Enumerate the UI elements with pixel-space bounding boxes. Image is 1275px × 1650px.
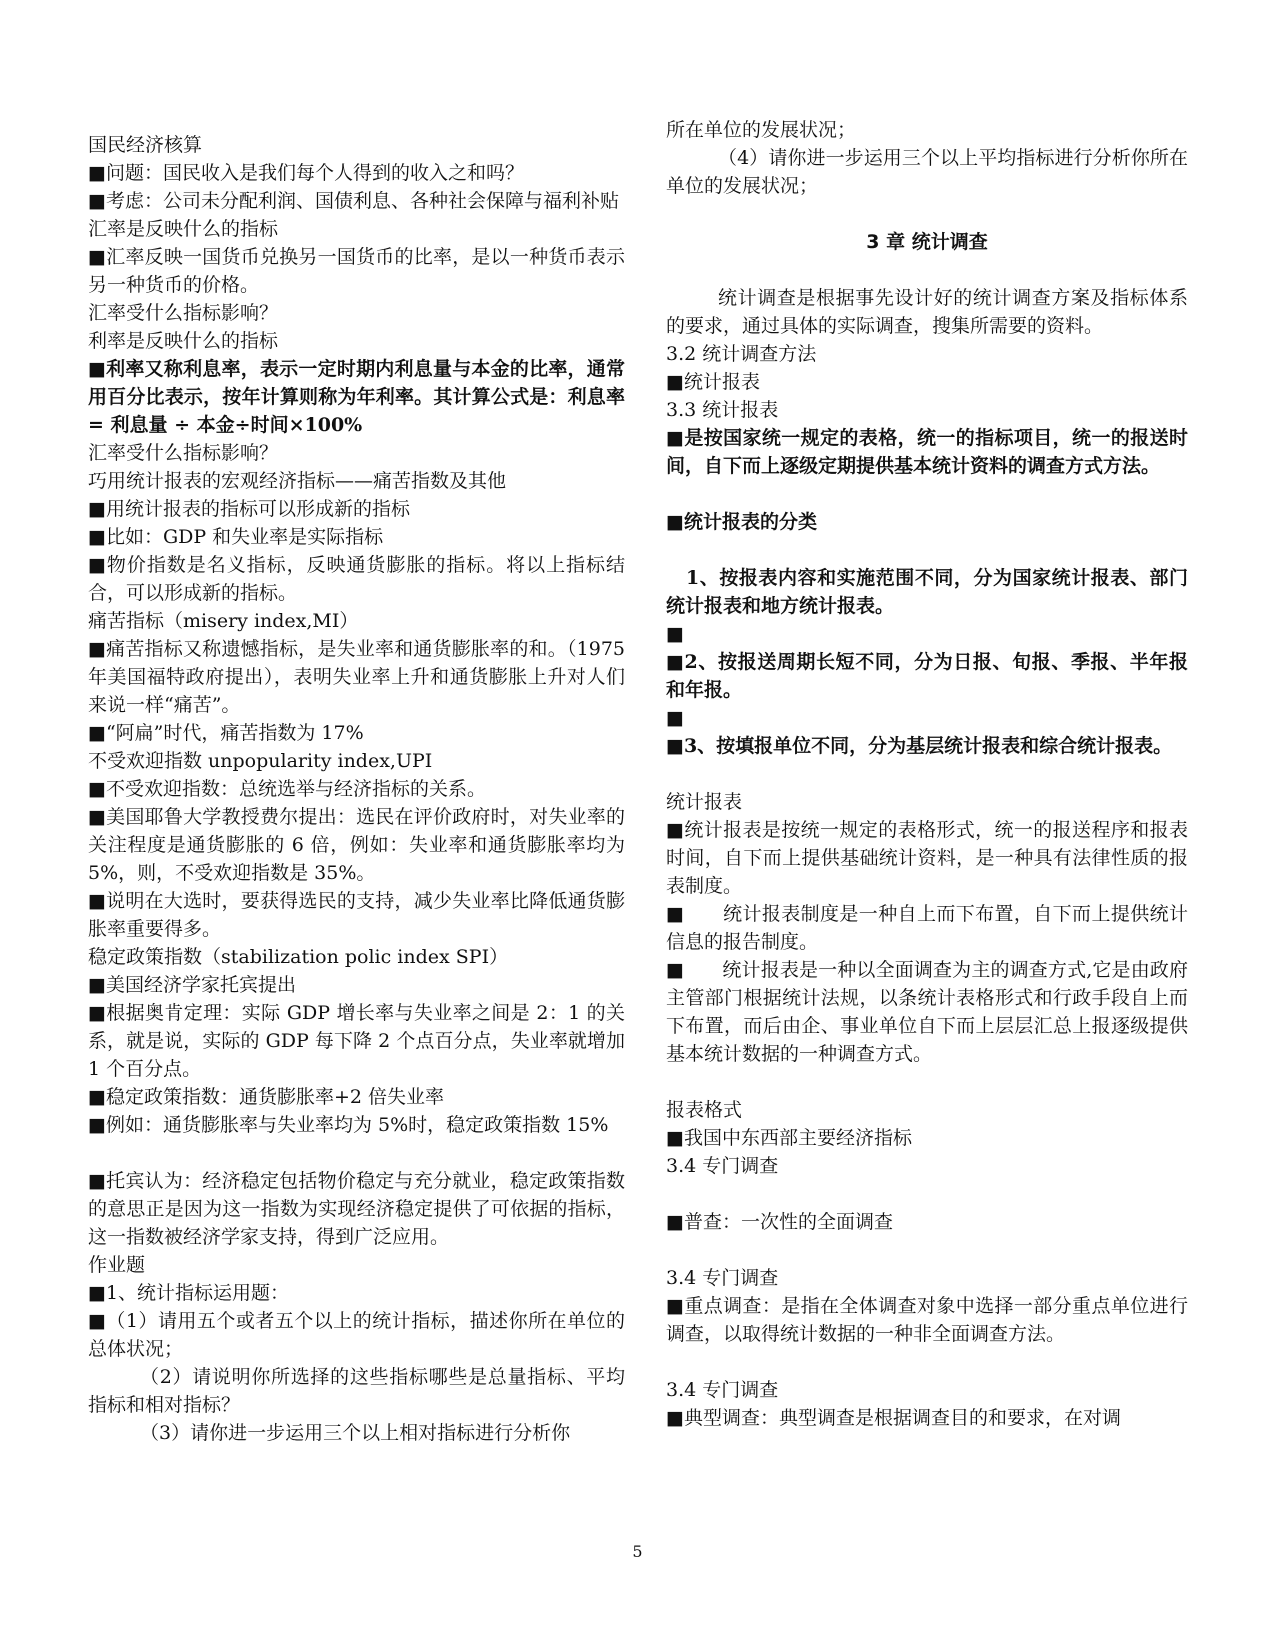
paragraph: 3.4 专门调查 [666, 1267, 779, 1289]
paragraph: ■3、按填报单位不同，分为基层统计报表和综合统计报表。 [666, 735, 1173, 757]
paragraph: ■ [666, 707, 684, 729]
paragraph: （3）请你进一步运用三个以上相对指标进行分析你 [140, 1422, 571, 1444]
paragraph: 作业题 [88, 1254, 146, 1276]
paragraph: 汇率是反映什么的指标 [88, 218, 279, 240]
left-column [88, 131, 625, 1447]
paragraph: （2）请说明你所选择的这些指标哪些是总量指标、平均指标和相对指标？ [88, 1366, 625, 1416]
blank-line [666, 256, 1188, 284]
paragraph: ■统计报表是按统一规定的表格形式，统一的报送程序和报表时间，自下而上提供基础统计资料，是一种具有法律性质的报表制度。 [666, 819, 1188, 897]
paragraph: 报表格式 [666, 1099, 743, 1121]
paragraph: ■1、统计指标运用题： [88, 1282, 290, 1304]
paragraph: ■ 统计报表制度是一种自上而下布置，自下而上提供统计信息的报告制度。 [666, 903, 1188, 953]
paragraph: ■典型调查：典型调查是根据调查目的和要求，在对调 [666, 1407, 1121, 1429]
paragraph: 统计报表 [666, 791, 743, 813]
blank-line [666, 1236, 1188, 1264]
blank-line [666, 1068, 1188, 1096]
paragraph: 稳定政策指数（stabilization polic index SPI） [88, 946, 509, 968]
paragraph: ■利率又称利息率，表示一定时期内利息量与本金的比率，通常用百分比表示，按年计算则称为年利率。其计算公式是：利息率= 利息量 ÷ 本金÷时间×100% [88, 358, 625, 436]
paragraph: 国民经济核算 [88, 134, 203, 156]
paragraph: 汇率受什么指标影响？ [88, 442, 279, 464]
paragraph: ■（1）请用五个或者五个以上的统计指标，描述你所在单位的总体状况； [88, 1310, 625, 1360]
paragraph: 不受欢迎指数 unpopularity index,UPI [88, 750, 433, 772]
page-number: 5 [632, 1542, 643, 1561]
paragraph: ■问题：国民收入是我们每个人得到的收入之和吗？ [88, 162, 524, 184]
blank-line [666, 480, 1188, 508]
paragraph: 统计调查是根据事先设计好的统计调查方案及指标体系的要求，通过具体的实际调查，搜集所需要的资料。 [666, 287, 1188, 337]
paragraph: （4）请你进一步运用三个以上平均指标进行分析你所在单位的发展状况； [666, 147, 1188, 197]
paragraph: ■ [666, 623, 684, 645]
paragraph: ■统计报表的分类 [666, 511, 817, 533]
paragraph: 利率是反映什么的指标 [88, 330, 279, 352]
paragraph: 痛苦指标（misery index,MI） [88, 610, 359, 632]
paragraph: ■物价指数是名义指标，反映通货膨胀的指标。将以上指标结合，可以形成新的指标。 [88, 554, 625, 604]
blank-line [666, 760, 1188, 788]
paragraph: 所在单位的发展状况； [666, 119, 857, 141]
paragraph: ■说明在大选时，要获得选民的支持，减少失业率比降低通货膨胀率重要得多。 [88, 890, 625, 940]
paragraph: 3.4 专门调查 [666, 1379, 779, 1401]
paragraph: ■稳定政策指数：通货膨胀率+2 倍失业率 [88, 1086, 445, 1108]
paragraph: ■“阿扁”时代，痛苦指数为 17% [88, 722, 364, 744]
paragraph: ■根据奥肯定理：实际 GDP 增长率与失业率之间是 2：1 的关系，就是说，实际的 GDP 每下降 2 个点百分点，失业率就增加 1 个百分点。 [88, 1002, 625, 1080]
paragraph: 3.2 统计调查方法 [666, 343, 817, 365]
paragraph: 汇率受什么指标影响？ [88, 302, 279, 324]
right-column [666, 116, 1188, 1432]
paragraph: ■我国中东西部主要经济指标 [666, 1127, 912, 1149]
paragraph: ■汇率反映一国货币兑换另一国货币的比率，是以一种货币表示另一种货币的价格。 [88, 246, 625, 296]
paragraph: 巧用统计报表的宏观经济指标——痛苦指数及其他 [88, 470, 507, 492]
paragraph: ■考虑：公司未分配利润、国债利息、各种社会保障与福利补贴 [88, 190, 619, 212]
paragraph: ■统计报表 [666, 371, 760, 393]
chapter-heading: 3 章 统计调查 [866, 231, 988, 253]
paragraph: ■比如：GDP 和失业率是实际指标 [88, 526, 384, 548]
paragraph: ■普查：一次性的全面调查 [666, 1211, 893, 1233]
paragraph: 1、按报表内容和实施范围不同，分为国家统计报表、部门统计报表和地方统计报表。 [666, 567, 1188, 617]
paragraph: ■2、按报送周期长短不同，分为日报、旬报、季报、半年报和年报。 [666, 651, 1188, 701]
paragraph: 3.3 统计报表 [666, 399, 779, 421]
blank-line [666, 1180, 1188, 1208]
paragraph: ■不受欢迎指数：总统选举与经济指标的关系。 [88, 778, 486, 800]
blank-line [666, 1348, 1188, 1376]
paragraph: ■ 统计报表是一种以全面调查为主的调查方式,它是由政府主管部门根据统计法规，以条统计表格形式和行政手段自上而下布置，而后由企、事业单位自下而上层层汇总上报逐级提供基本统计数据的一种调查方式。 [666, 959, 1188, 1065]
paragraph: ■是按国家统一规定的表格，统一的指标项目，统一的报送时间，自下而上逐级定期提供基本统计资料的调查方式方法。 [666, 427, 1188, 477]
blank-line [666, 536, 1188, 564]
paragraph: ■痛苦指标又称遗憾指标，是失业率和通货膨胀率的和。（1975 年美国福特政府提出），表明失业率上升和通货膨胀上升对人们来说一样“痛苦”。 [88, 638, 625, 716]
blank-line [88, 1139, 625, 1167]
paragraph: ■美国耶鲁大学教授费尔提出：选民在评价政府时，对失业率的关注程度是通货膨胀的 6 倍，例如：失业率和通货膨胀率均为 5%，则，不受欢迎指数是 35%。 [88, 806, 625, 884]
paragraph: 3.4 专门调查 [666, 1155, 779, 1177]
blank-line [666, 200, 1188, 228]
paragraph: ■美国经济学家托宾提出 [88, 974, 296, 996]
paragraph: ■用统计报表的指标可以形成新的指标 [88, 498, 410, 520]
paragraph: ■托宾认为：经济稳定包括物价稳定与充分就业，稳定政策指数的意思正是因为这一指数为实现经济稳定提供了可依据的指标，这一指数被经济学家支持，得到广泛应用。 [88, 1170, 625, 1248]
paragraph: ■重点调查：是指在全体调查对象中选择一部分重点单位进行调查，以取得统计数据的一种非全面调查方法。 [666, 1295, 1188, 1345]
paragraph: ■例如：通货膨胀率与失业率均为 5%时，稳定政策指数 15% [88, 1114, 609, 1136]
